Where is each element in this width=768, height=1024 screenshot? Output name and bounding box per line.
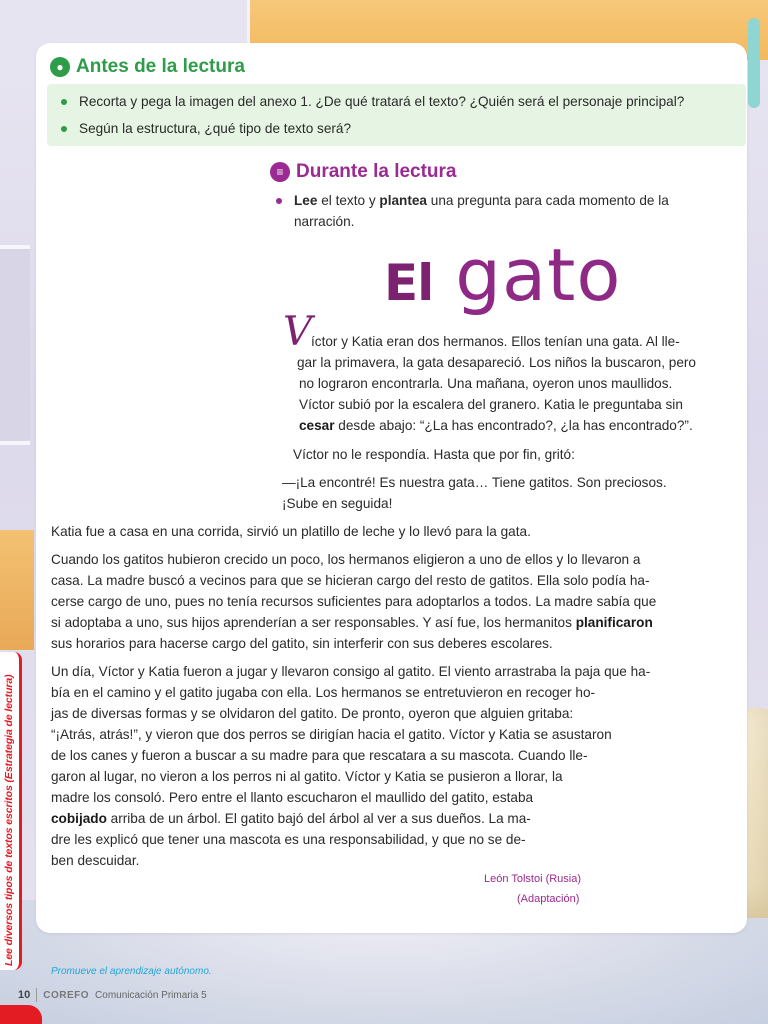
background-shelf: [0, 245, 30, 445]
drop-cap: V: [283, 309, 312, 355]
before-item-1: Recorta y pega la imagen del anexo 1. ¿De qué tratará el texto? ¿Quién será el personaje principal?: [79, 94, 685, 109]
story-p6-line-6: garon al lugar, no vieron a los perros ni al gatito. Víctor y Katia se pusieron a llorar, la: [51, 769, 563, 784]
background-furniture: [0, 530, 34, 650]
story-p5-line-3: cerse cargo de uno, pues no tenía recursos suficientes para adoptarlos a todos. La madre sabía que: [51, 594, 657, 609]
before-item-2: Según la estructura, ¿qué tipo de texto será?: [79, 121, 352, 136]
story-line-4: Víctor subió por la escalera del granero. Katia le preguntaba sin: [299, 397, 683, 412]
story-p6-line-5: de los canes y fueron a buscar a su madre para que rescatara a su mascota. Cuando lle-: [51, 748, 588, 763]
lightbulb-icon: ●: [50, 57, 70, 77]
footer-book-title: Comunicación Primaria 5: [95, 989, 207, 1001]
story-line-5-rest: desde abajo: “¿La has encontrado?, ¿la has encontrado?”.: [334, 418, 693, 433]
story-p6-line-10: ben descuidar.: [51, 853, 140, 868]
instruction-word-lee: Lee: [294, 193, 318, 208]
story-p6-line-3: jas de diversas formas y se olvidaron del gatito. De pronto, oyeron que alguien gritaba:: [51, 706, 574, 721]
story-p5-line-4: [51, 612, 653, 633]
story-bold-cobijado: cobijado: [51, 811, 107, 826]
story-title-el: El: [384, 254, 434, 312]
before-reading-title: [50, 56, 245, 78]
footer-brand: COREFO: [43, 989, 90, 1001]
story-p5-line-1: Cuando los gatitos hubieron crecido un poco, los hermanos eligieron a uno de ellos y lo llevaron a: [51, 552, 641, 567]
before-reading-title-text: Antes de la lectura: [76, 56, 245, 77]
story-p6-line-8-text: arriba de un árbol. El gatito bajó del árbol al ver a sus dueños. La ma-: [106, 811, 531, 826]
story-p5-line-5: sus horarios para hacerse cargo del gatito, sin interferir con sus deberes escolares.: [51, 636, 553, 651]
story-line-3: no lograron encontrarla. Una mañana, oyeron unos maullidos.: [299, 376, 673, 391]
story-p6-line-8: [51, 808, 531, 829]
story-adaptation: (Adaptación): [517, 893, 580, 905]
footer-divider: [36, 988, 37, 1002]
story-paragraph-2: Víctor no le respondía. Hasta que por fin, gritó:: [293, 447, 575, 462]
story-author: León Tolstoi (Rusia): [484, 873, 582, 885]
story-bold-planificaron: planificaron: [575, 615, 653, 630]
page-number: 10: [18, 989, 31, 1001]
story-p6-line-4: “¡Atrás, atrás!”, y vieron que dos perros se dirigían hacia el gatito. Víctor y Katia se asustaron: [51, 727, 612, 742]
story-line-2: gar la primavera, la gata desapareció. Los niños la buscaron, pero: [297, 355, 696, 370]
background-stripe: [748, 18, 760, 108]
story-p6-line-2: bía en el camino y el gatito jugaba con ella. Los hermanos se entretuvieron en recoger ho-: [51, 685, 596, 700]
story-title: [384, 233, 621, 317]
during-instruction: [294, 192, 734, 210]
red-corner-decoration: [0, 1005, 42, 1024]
story-title-gato: gato: [455, 233, 622, 317]
story-paragraph-3-line-1: —¡La encontré! Es nuestra gata… Tiene gatitos. Son preciosos.: [282, 475, 667, 490]
side-tab-label: Lee diversos tipos de textos escritos (Estrategia de lectura): [3, 674, 15, 966]
during-reading-title-text: Durante la lectura: [296, 161, 457, 182]
story-p6-line-9: dre les explicó que tener una mascota es una responsabilidad, y que no se de-: [51, 832, 526, 847]
story-line-1: íctor y Katia eran dos hermanos. Ellos tenían una gata. Al lle-: [311, 334, 680, 349]
story-p5-line-4-text: si adoptaba a uno, sus hijos aprenderían a ser responsables. Y así fue, los hermanitos: [51, 615, 576, 630]
instruction-text-1: el texto y: [317, 193, 380, 208]
speech-bubble-icon: ≡: [270, 162, 290, 182]
footer: [18, 988, 207, 1002]
instruction-word-plantea: plantea: [379, 193, 427, 208]
story-paragraph-3-line-2: ¡Sube en seguida!: [282, 496, 393, 511]
story-bold-cesar: cesar: [299, 418, 335, 433]
during-reading-title: [270, 161, 457, 183]
story-p5-line-2: casa. La madre buscó a vecinos para que se hicieran cargo del resto de gatitos. Ella solo podía ha-: [51, 573, 650, 588]
instruction-text-2: una pregunta para cada momento de la: [427, 193, 669, 208]
story-p6-line-1: Un día, Víctor y Katia fueron a jugar y llevaron consigo al gatito. El viento arrastraba la paja que ha-: [51, 664, 651, 679]
footer-note: Promueve el aprendizaje autónomo.: [51, 966, 212, 977]
story-line-5: [299, 415, 693, 436]
during-instruction-line2: narración.: [294, 214, 355, 229]
story-p6-line-7: madre los consoló. Pero entre el llanto escucharon el maullido del gatito, estaba: [51, 790, 534, 805]
story-paragraph-4: Katia fue a casa en una corrida, sirvió un platillo de leche y lo llevó para la gata.: [51, 524, 531, 539]
